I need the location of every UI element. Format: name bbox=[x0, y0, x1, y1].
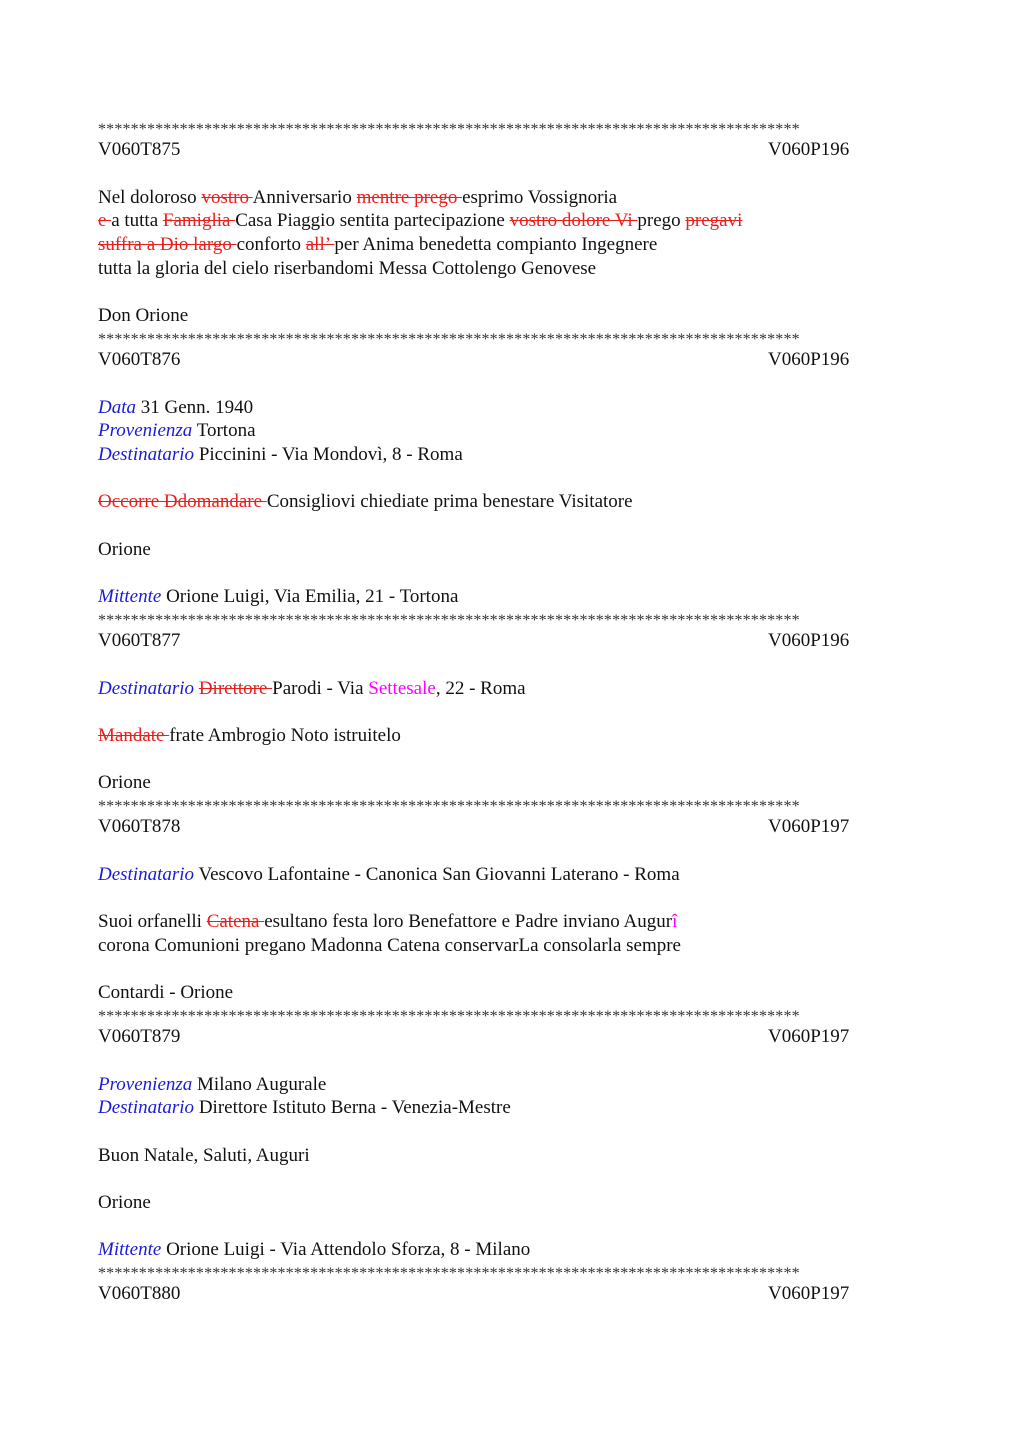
page-ref: V060P197 bbox=[768, 816, 850, 838]
text-span: Orione bbox=[98, 538, 151, 560]
text-line bbox=[98, 209, 926, 233]
text-line bbox=[98, 771, 926, 795]
blank-line bbox=[98, 700, 926, 724]
deleted-text: Direttore bbox=[198, 677, 273, 699]
text-span: conforto bbox=[236, 234, 306, 256]
text-line bbox=[98, 1096, 926, 1120]
text-span: prego bbox=[637, 210, 686, 232]
letter-header bbox=[98, 348, 926, 372]
blank-line bbox=[98, 514, 926, 538]
separator-stars: ************************************************************************************** bbox=[98, 330, 800, 348]
text-span: Buon Natale, Saluti, Auguri bbox=[98, 1144, 310, 1166]
text-line bbox=[98, 443, 926, 467]
deleted-text: Famiglia bbox=[162, 210, 236, 232]
letter-body bbox=[98, 839, 926, 1005]
deleted-text: mentre prego bbox=[356, 186, 463, 208]
deleted-text: all’ bbox=[305, 234, 335, 256]
letter-header bbox=[98, 1282, 926, 1306]
text-line bbox=[98, 233, 926, 257]
text-span: esultano festa loro Benefattore e Padre inviano Augur bbox=[264, 911, 673, 933]
deleted-text: pregavi bbox=[685, 210, 743, 232]
text-span: tutta la gloria del cielo riserbandomi Messa Cottolengo Genovese bbox=[98, 257, 597, 279]
text-line bbox=[98, 1238, 926, 1262]
text-span: Vescovo Lafontaine - Canonica San Giovanni Laterano - Roma bbox=[194, 863, 680, 885]
deleted-text: suffra a Dio largo bbox=[98, 234, 237, 256]
deleted-text: vostro bbox=[201, 186, 253, 208]
letter-header bbox=[98, 1025, 926, 1049]
deleted-text: e bbox=[98, 210, 112, 232]
letter-body bbox=[98, 186, 926, 328]
deleted-text: Occorre Ddomandare bbox=[98, 491, 267, 513]
blank-line bbox=[98, 281, 926, 305]
separator-stars: ************************************************************************************** bbox=[98, 798, 800, 816]
blank-line bbox=[98, 886, 926, 910]
field-label: Provenienza bbox=[98, 1073, 193, 1095]
deleted-text: vostro dolore Vi bbox=[509, 210, 638, 232]
deleted-text: Catena bbox=[206, 911, 265, 933]
field-label: Destinatario bbox=[98, 443, 195, 465]
text-span: frate Ambrogio Noto istruitelo bbox=[169, 724, 401, 746]
text-line bbox=[98, 419, 926, 443]
letter-id: V060T876 bbox=[98, 348, 181, 370]
field-label: Destinatario bbox=[98, 863, 195, 885]
page-ref: V060P197 bbox=[768, 1283, 850, 1305]
blank-line bbox=[98, 958, 926, 982]
text-span: Orione Luigi - Via Attendolo Sforza, 8 - Milano bbox=[161, 1239, 531, 1261]
text-line bbox=[98, 677, 926, 701]
text-span: Consigliovi chiediate prima benestare Visitatore bbox=[266, 491, 633, 513]
blank-line bbox=[98, 748, 926, 772]
blank-line bbox=[98, 372, 926, 396]
text-span: Orione bbox=[98, 772, 151, 794]
text-line bbox=[98, 910, 926, 934]
page-ref: V060P197 bbox=[768, 1025, 850, 1047]
text-span: Milano Augurale bbox=[192, 1073, 327, 1095]
text-line bbox=[98, 981, 926, 1005]
letter-id: V060T879 bbox=[98, 1025, 181, 1047]
text-span: per Anima benedetta compianto Ingegnere bbox=[334, 234, 658, 256]
field-label: Data bbox=[98, 396, 136, 418]
text-line bbox=[98, 934, 926, 958]
letter-id: V060T875 bbox=[98, 139, 181, 160]
field-label: Provenienza bbox=[98, 420, 193, 442]
text-span: Parodi - Via bbox=[272, 677, 369, 699]
page-ref: V060P196 bbox=[768, 139, 850, 160]
text-span: Piccinini - Via Mondovì, 8 - Roma bbox=[194, 443, 463, 465]
blank-line bbox=[98, 1167, 926, 1191]
blank-line bbox=[98, 1120, 926, 1144]
text-line bbox=[98, 724, 926, 748]
letter-header bbox=[98, 138, 926, 162]
letter-body bbox=[98, 1049, 926, 1262]
letter-header bbox=[98, 629, 926, 653]
text-span: corona Comunioni pregano Madonna Catena conservarLa consolarla sempre bbox=[98, 934, 681, 956]
text-line bbox=[98, 538, 926, 562]
text-line bbox=[98, 1191, 926, 1215]
separator-stars: ************************************************************************************** bbox=[98, 1265, 800, 1283]
text-span: esprimo Vossignoria bbox=[462, 186, 618, 208]
text-line bbox=[98, 304, 926, 328]
text-span: 31 Genn. 1940 bbox=[136, 396, 254, 418]
text-span: Don Orione bbox=[98, 305, 189, 327]
text-span: Contardi - Orione bbox=[98, 982, 234, 1004]
text-line bbox=[98, 1073, 926, 1097]
blank-line bbox=[98, 467, 926, 491]
text-span: , 22 - Roma bbox=[435, 677, 526, 699]
separator-stars: ************************************************************************************** bbox=[98, 611, 800, 629]
separator-stars: ************************************************************************************** bbox=[98, 121, 800, 138]
letter-id: V060T877 bbox=[98, 629, 181, 651]
blank-line bbox=[98, 839, 926, 863]
text-span: Orione Luigi, Via Emilia, 21 - Tortona bbox=[161, 586, 459, 608]
letter-id: V060T878 bbox=[98, 816, 181, 838]
text-span: a tutta bbox=[111, 210, 163, 232]
highlighted-text: î bbox=[672, 911, 678, 933]
field-label: Destinatario bbox=[98, 1097, 195, 1119]
text-span: Direttore Istituto Berna - Venezia-Mestre bbox=[194, 1097, 511, 1119]
spacer bbox=[98, 162, 926, 186]
text-line bbox=[98, 585, 926, 609]
blank-line bbox=[98, 561, 926, 585]
text-span: Nel doloroso bbox=[98, 186, 202, 208]
text-span: Tortona bbox=[192, 420, 256, 442]
text-line bbox=[98, 863, 926, 887]
page-ref: V060P196 bbox=[768, 629, 850, 651]
text-span: Suoi orfanelli bbox=[98, 911, 207, 933]
field-label: Mittente bbox=[98, 586, 162, 608]
text-line bbox=[98, 396, 926, 420]
text-span: Casa Piaggio sentita partecipazione bbox=[235, 210, 510, 232]
blank-line bbox=[98, 1049, 926, 1073]
deleted-text: Mandate bbox=[98, 724, 170, 746]
letter-body bbox=[98, 653, 926, 795]
blank-line bbox=[98, 1215, 926, 1239]
text-span: Orione bbox=[98, 1192, 151, 1214]
field-label: Destinatario bbox=[98, 677, 195, 699]
document-page bbox=[98, 118, 926, 1306]
text-line bbox=[98, 257, 926, 281]
text-line bbox=[98, 186, 926, 210]
text-line bbox=[98, 490, 926, 514]
letter-header bbox=[98, 815, 926, 839]
blank-line bbox=[98, 653, 926, 677]
highlighted-text: Settesale bbox=[368, 677, 436, 699]
field-label: Mittente bbox=[98, 1239, 162, 1261]
separator-stars: ************************************************************************************** bbox=[98, 1007, 800, 1025]
text-line bbox=[98, 1144, 926, 1168]
text-span: Anniversario bbox=[252, 186, 357, 208]
letter-id: V060T880 bbox=[98, 1283, 181, 1305]
page-ref: V060P196 bbox=[768, 348, 850, 370]
letter-body bbox=[98, 372, 926, 609]
